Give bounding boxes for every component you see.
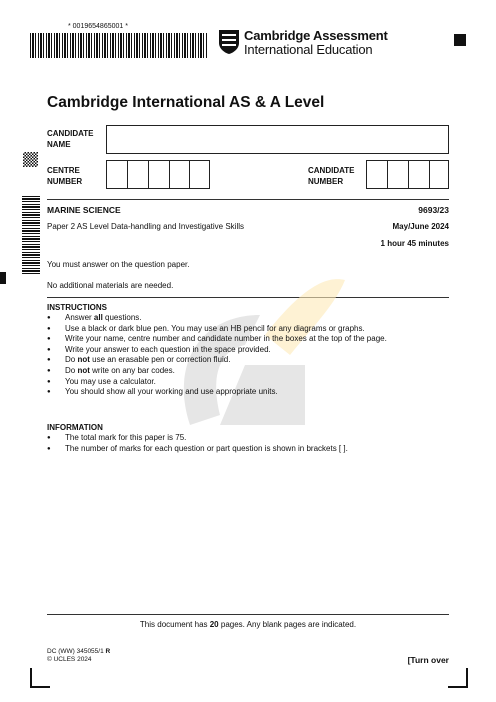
corner-mark-left — [30, 668, 50, 688]
instruction-item: ● Do not use an erasable pen or correction fluid. — [47, 355, 449, 366]
instruction-item: ● Write your name, centre number and candidate number in the boxes at the top of the page. — [47, 334, 449, 345]
paper-code: 9693/23 — [418, 205, 449, 215]
side-marker — [0, 272, 6, 284]
cambridge-shield-icon — [218, 29, 240, 55]
information-list — [47, 433, 449, 454]
top-barcode — [30, 33, 208, 58]
turn-over: [Turn over — [407, 655, 449, 665]
candidate-name-label: CANDIDATE NAME — [47, 129, 94, 149]
divider-bottom — [47, 614, 449, 615]
instruction-item: ● Answer all questions. — [47, 313, 449, 324]
centre-number-label: CENTRE NUMBER — [47, 166, 83, 186]
copyright: © UCLES 2024 — [47, 656, 92, 663]
corner-mark-right — [448, 668, 468, 688]
paper-description: Paper 2 AS Level Data-handling and Investigative Skills — [47, 222, 245, 231]
candidate-name-box[interactable] — [106, 125, 449, 154]
document-code: DC (WW) 345055/1 R — [47, 648, 111, 655]
qr-code-icon — [23, 152, 38, 167]
page-title: Cambridge International AS & A Level — [47, 94, 325, 111]
instruction-item: ● Use a black or dark blue pen. You may use an HB pencil for any diagrams or graphs. — [47, 324, 449, 335]
instruction-item: ● You should show all your working and use appropriate units. — [47, 387, 449, 398]
instruction-item: ● Do not write on any bar codes. — [47, 366, 449, 377]
instructions-list — [47, 313, 449, 398]
instruction-item: ● You may use a calculator. — [47, 377, 449, 388]
logo-line-2: International Education — [244, 42, 373, 57]
materials-note: No additional materials are needed. — [47, 281, 174, 290]
instructions-heading: INSTRUCTIONS — [47, 303, 107, 312]
side-barcode — [22, 196, 40, 276]
information-heading: INFORMATION — [47, 423, 103, 432]
centre-number-boxes[interactable] — [106, 160, 210, 189]
candidate-number-label: CANDIDATE NUMBER — [308, 166, 355, 186]
duration: 1 hour 45 minutes — [380, 239, 449, 248]
candidate-number-boxes[interactable] — [366, 160, 449, 189]
registration-square — [454, 34, 466, 46]
barcode-number: * 0019654865001 * — [68, 23, 128, 30]
information-item: ● The number of marks for each question or part question is shown in brackets [ ]. — [47, 444, 449, 455]
session: May/June 2024 — [392, 222, 449, 231]
answer-note: You must answer on the question paper. — [47, 260, 190, 269]
instruction-item: ● Write your answer to each question in the space provided. — [47, 345, 449, 356]
page-count-note: This document has 20 pages. Any blank pages are indicated. — [139, 620, 357, 629]
divider-top — [47, 199, 449, 200]
information-item: ● The total mark for this paper is 75. — [47, 433, 449, 444]
logo-line-1: Cambridge Assessment — [244, 28, 388, 43]
subject: MARINE SCIENCE — [47, 205, 121, 215]
